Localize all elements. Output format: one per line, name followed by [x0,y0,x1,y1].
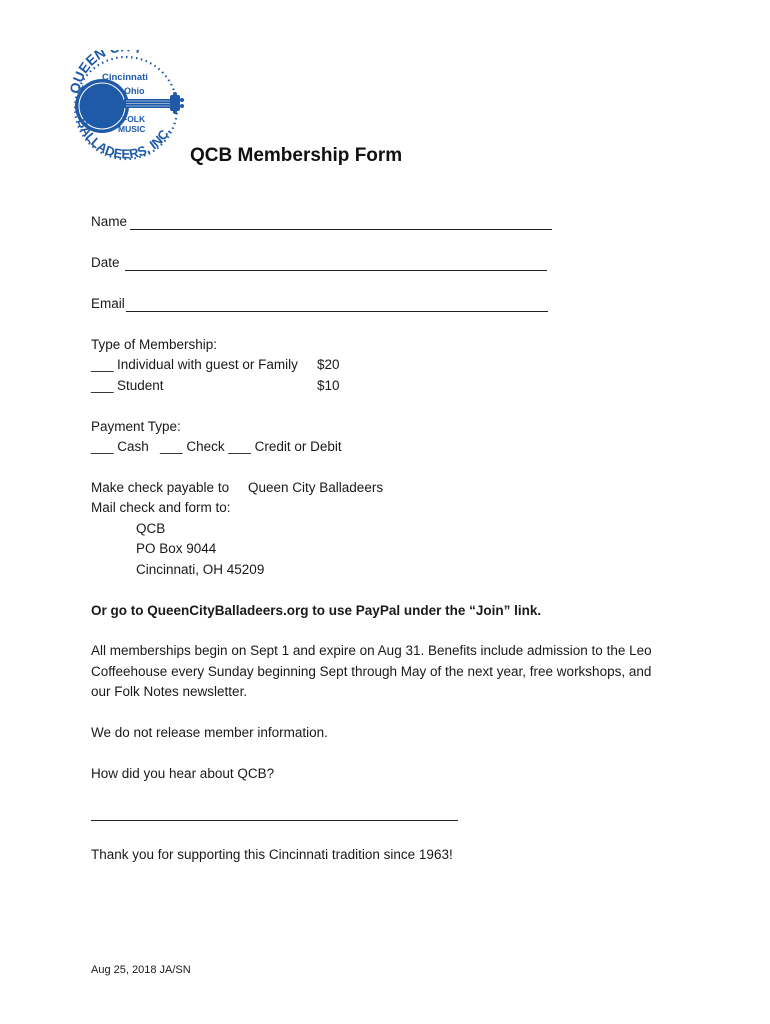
email-field-line[interactable] [126,311,548,312]
hear-question: How did you hear about QCB? [91,766,275,781]
mail-label: Mail check and form to: [91,500,231,515]
membership-heading: Type of Membership: [91,337,218,352]
logo-bottom-text: BALLADEERS, INC. [74,116,174,162]
logo-city: Cincinnati [102,72,148,83]
membership-option-label: Student [117,378,164,393]
membership-option-price: $20 [317,357,340,372]
date-label: Date [91,255,120,270]
name-field-line[interactable] [130,229,552,230]
page-title: QCB Membership Form [190,145,403,166]
benefits-line: our Folk Notes newsletter. [91,684,248,699]
paypal-note: Or go to QueenCityBalladeers.org to use PayPal under the “Join” link. [91,603,542,618]
address-line: QCB [136,521,166,536]
payable-to: Queen City Balladeers [248,480,384,495]
logo-music: MUSIC [118,124,146,134]
logo-top-text: QUEEN [66,50,109,95]
qcb-logo [66,50,188,162]
name-label: Name [91,214,128,229]
address-line: PO Box 9044 [136,541,217,556]
membership-option-price: $10 [317,378,340,393]
membership-option-blank[interactable]: ___ [91,378,114,393]
date-field-line[interactable] [125,270,547,271]
qcb-logo-graphic [66,50,188,162]
payment-heading: Payment Type: [91,419,181,434]
payable-label: Make check payable to [91,480,230,495]
email-label: Email [91,296,125,311]
logo-folk: FOLK [122,114,146,124]
address-line: Cincinnati, OH 45209 [136,562,265,577]
thanks-note: Thank you for supporting this Cincinnati tradition since 1963! [91,847,453,862]
benefits-line: All memberships begin on Sept 1 and expire on Aug 31. Benefits include admission to the Leo [91,643,652,658]
footer-date: Aug 25, 2018 JA/SN [91,964,191,976]
payment-options[interactable]: ___ Cash ___ Check ___ Credit or Debit [91,439,342,454]
hear-answer-line[interactable] [91,820,458,821]
membership-option-label: Individual with guest or Family [117,357,298,372]
logo-state: Ohio [124,86,145,96]
benefits-line: Coffeehouse every Sunday beginning Sept through May of the next year, free workshops, and [91,664,652,679]
membership-option-blank[interactable]: ___ [91,357,114,372]
privacy-note: We do not release member information. [91,725,328,740]
